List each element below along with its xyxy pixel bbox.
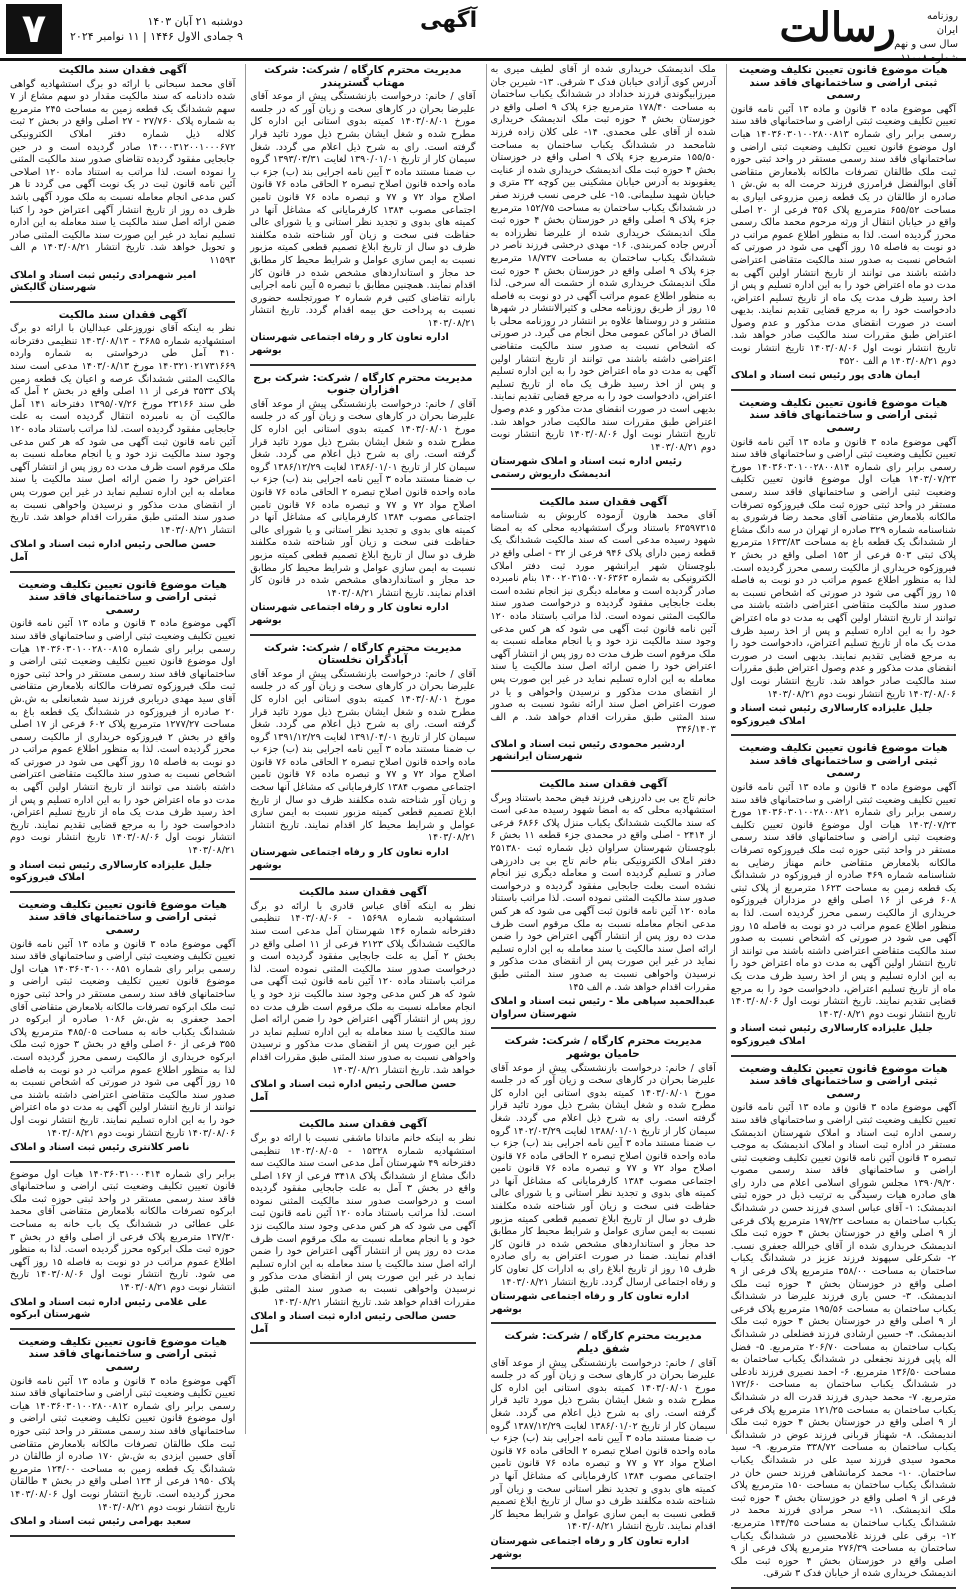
classified-ad [731,397,956,736]
classified-ad [491,778,716,1029]
classified-ad [250,886,475,1112]
ad-title: مدیریت محترم کارگاه / شرکت: شرکت مهتاب گسترپندر [264,64,462,89]
ad-body: آگهی موضوع ماده ۳ قانون و ماده ۱۳ آئین نامه قانون تعیین تکلیف وضعیت ثبتی اراضی و ساختمانهای فاقد سند رسمی برابر رای شماره ۱۴۰۳۶۰۳۰۱۰۰۲۸۰۰۸۱۳ هیات اول موضوع قانون تعیین تکلیف وضعیت ثبتی اراضی و ساختمانهای فاقد سند رسمی مستقر در واحد ثبتی حوزه ثبت ملک طالقان تصرفات مالکانه بلامعارض متقاضی آقای ابوالفضل فرامرزی فرزند حرمت اله به ش.ش ۱ صادره از طالقان در یک قطعه زمین مزروعی ابیاری به مساحت ۶۵۵/۵۲ مترمربع پلاک ۳۵۶ فرعی از ۲۰ اصلی واقع در خیابان انتقال از ورثه مرحوم محمد مالک رسمی محرز گردیده است. لذا به منظور اطلاع عموم مراتب در دو نوبت به فاصله ۱۵ روز آگهی می شود در صورتی که اشخاص نسبت به صدور سند مالکیت متقاضی اعتراضی داشته باشند می توانند از تاریخ انتشار اولین آگهی به مدت دو ماه اعتراض خود را به این اداره تسلیم و پس از اخذ رسید ظرف مدت یک ماه از تاریخ تسلیم اعتراض، دادخواست خود را به مرجع قضایی تقدیم نمایند. بدیهی است در صورت انقضای مدت مذکور و عدم وصول اعتراض طبق مقررات سند مالکیت صادر خواهد شد. تاریخ انتشار نوبت اول ۱۴۰۳/۰۸/۰۶ تاریخ انتشار نوبت دوم ۱۴۰۳/۰۸/۲۱ م الف ۴۵۲۰ [730,103,957,367]
ad-signature: علی غلامی رئیس اداره ثبت اسناد و املاک شهرستان ابرکوه [10,1296,208,1321]
ad-columns [6,64,960,1580]
ad-body: آقای / خانم: درخواست بازنشستگی پیش از موعد آقای علیرضا بحران در کارهای سخت و زیان آور که در جلسه مورخ ۱۴۰۳/۰۸/۰۱ کمیته بدوی استانی این اداره کل مطرح شده و شغل ایشان بشرح ذیل مورد تائید قرار گرفته است. رای به شرح ذیل اعلام می گردد. شغل سیمان کار از تاریخ ۱۳۹۱/۰۴/۰۱ لغایت ۱۳۹۱/۱۲/۲۹ گروه ب ضمنا مستند ماده ۳ آیین نامه اجرایی بند (ب) جزء ب ماده واحده قانون اصلاح تبصره ۲ الحاقی ماده ۷۶ قانون اصلاح مواد ۷۲ و ۷۷ و تبصره ماده ۷۶ قانون تامین اجتماعی مصوب ۱۳۸۴ کارفرمایانی که مشاغل آنها سخت و زیان آور شناخته شده مکلفند ظرف دو سال از تاریخ ابلاغ تصمیم قطعی کمیته مزبور نسبت به ایمن سازی عوامل و شرایط محیط کار اقدام نمایند. تاریخ انتشار ۱۴۰۳/۰۸/۲۱ [250,668,476,844]
ad-signature: ایمان هادی پور رئیس ثبت اسناد و املاک [730,370,921,382]
ad-body: آگهی موضوع ماده ۳ قانون و ماده ۱۳ آئین نامه قانون تعیین تکلیف وضعیت ثبتی اراضی و ساختمانهای فاقد سند رسمی برابر رای شماره ۱۴۰۳۶۰۳۰۱۰۰۲۸۰۰۸۱۵ هیات اول موضوع قانون تعیین تکلیف وضعیت ثبتی اراضی و ساختمانهای فاقد سند رسمی مستقر در واحد ثبتی حوزه ثبت ملک فیروزکوه تصرفات مالکانه بلامعارض متقاضی آقای سید مهدی دریابری فرزند سید شعبانعلی به ش.ش ۲۰ صادره از فیروزکوه در ششدانگ یک قطعه باغ به مساحت ۱۲۷۷/۲۷ مترمربع پلاک ۶۰۲ فرعی از ۱۷ اصلی واقع در بخش ۲ فیروزکوه خریداری از مالکیت رسمی محرز گردیده است. لذا به منظور اطلاع عموم مراتب در دو نوبت به فاصله ۱۵ روز آگهی می شود در صورتی که اشخاص نسبت به صدور سند مالکیت متقاضی اعتراضی داشته باشند می توانند از تاریخ انتشار اولین آگهی به مدت دو ماه اعتراض خود را به این اداره تسلیم و پس از اخذ رسید ظرف مدت یک ماه از تاریخ تسلیم اعتراض، دادخواست خود را به مرجع قضایی تقدیم نمایند. تاریخ انتشار نوبت اول ۱۴۰۳/۰۸/۰۶ تاریخ انتشار نوبت دوم ۱۴۰۳/۰۸/۲۱ [10,618,236,857]
classified-ad [731,64,956,391]
ad-signature: عبدالحمید سپاهی ملا - رئیس ثبت اسناد و املاک شهرستان سراوان [490,996,716,1020]
ad-signature: امیر شهمرادی رئیس ثبت اسناد و املاک شهرستان گالیکش [10,269,197,294]
ad-signature: اردشیر محمودی رئیس ثبت اسناد و املاک شهرستان ایرانشهر [490,738,685,763]
classified-ad [10,64,235,303]
ad-title: آگهی فقدان سند مالکیت [539,495,668,508]
ad-body: آگهی موضوع ماده ۳ قانون و ماده ۱۳ آئین نامه قانون تعیین تکلیف وضعیت ثبتی اراضی و ساختمانهای فاقد سند رسمی اداره ثبت اسناد و املاک شهرستان اندیمشک مستقر در اداره ثبت اسناد و املاک اندیمشک به موجب تبصره ۳ قانون آئین نامه قانون تعیین تکلیف وضعیت ثبتی اراضی و ساختمانهای فاقد سند رسمی مصوب ۱۳۹۰/۹/۲۰ مجلس شورای اسلامی اعلام می دارد رای های صادره هیات رسیدگی به ترتیب ذیل در حوزه ثبتی اندیمشک: ۱- آقای عباس اسدی فرزند حسن در ششدانگ یکباب ساختمان به مساحت ۱۹۷/۲۲ مترمربع پلاک فرعی از ۹ اصلی واقع در خوزستان بخش ۴ حوزه ثبت ملک اندیمشک خریداری شده از آقای خیرالله جعفری نسب. ۲- شکرعلی سپهوند فرزند عزیز در ششدانگ یکباب ساختمان به مساحت ۳۵۸/۰۰ مترمربع پلاک فرعی از ۹ اصلی واقع در خوزستان بخش ۴ حوزه ثبت ملک اندیمشک. ۳- حسن یاری فرزند علیرضا در ششدانگ یکباب ساختمان به مساحت ۱۹۵/۵۶ مترمربع پلاک فرعی از ۹ اصلی واقع در خوزستان بخش ۴ حوزه ثبت ملک اندیمشک. ۴- حسین ارشادی فرزند فضلعلی در ششدانگ یکباب ساختمان به مساحت ۲۰۶/۷۰ مترمربع. ۵- فضل اله پاپی فرزند نجفعلی در ششدانگ یکباب ساختمان به مساحت ۱۳۶/۵۰ مترمربع. ۶- احمد نصیری فرزند نادعلی در ششدانگ یکباب ساختمان به مساحت ۱۷۲/۶۰ مترمربع. ۷- محمد حیدری فرزند قدرت اله در ششدانگ یکباب ساختمان به مساحت ۱۲۱/۲۵ مترمربع پلاک فرعی از ۹ اصلی واقع در خوزستان بخش ۴ حوزه ثبت ملک اندیمشک. ۸- شهناز قربانی فرزند عوض در ششدانگ یکباب ساختمان به مساحت ۳۳۸/۷۲ مترمربع. ۹- سید محمود سیدی فرزند سید علی در ششدانگ یکباب ساختمان. ۱۰- محمد کرمانشاهی فرزند حسن خان در ششدانگ یکباب ساختمان به مساحت ۱۵۰ مترمربع پلاک فرعی از ۹ اصلی واقع در خوزستان بخش ۴ حوزه ثبت ملک اندیمشک. ۱۱- سحر مرادی فرزند محمد در ششدانگ یکباب ساختمان به مساحت ۱۴۴/۴۵ مترمربع. ۱۲- برقی علی فرزند غلامحسین در ششدانگ یکباب ساختمان به مساحت ۲۷۶/۳۹ مترمربع پلاک فرعی از ۹ اصلی واقع در خوزستان بخش ۴ حوزه ثبت ملک اندیمشک خریداری شده از خیابان فدک ۳ شرقی. [730,1102,957,1580]
section-title: آگهی [420,8,478,33]
classified-ad [491,496,716,772]
classified-ad [731,742,956,1056]
issue-year: سال سی و نهم [894,39,958,50]
ad-body: آگهی موضوع ماده ۳ قانون و ماده ۱۳ آئین نامه قانون تعیین تکلیف وضعیت ثبتی اراضی و ساختمانهای فاقد سند رسمی برابر رای شماره ۱۴۰۳۶۰۳۰۱۰۰۰۸۵۱ هیات اول موضوع قانون تعیین تکلیف وضعیت ثبتی اراضی و ساختمانهای فاقد سند رسمی مستقر در واحد ثبتی حوزه ثبت ملک ابرکوه تصرفات مالکانه بلامعارض متقاضی آقای احمد جعفری به ش.ش ۱۰۸۶ صادره از ابرکوه در ششدانگ یکباب خانه به مساحت ۴۸۵/۰۵ مترمربع پلاک ۳۵۵ فرعی از ۶۰ اصلی واقع در بخش ۳ حوزه ثبت ملک ابرکوه خریداری از مالکیت رسمی محرز گردیده است. لذا به منظور اطلاع عموم مراتب در دو نوبت به فاصله ۱۵ روز آگهی می شود در صورتی که اشخاص نسبت به صدور سند مالکیت متقاضی اعتراضی داشته باشند می توانند از تاریخ انتشار اولین آگهی به مدت دو ماه اعتراض خود را به این اداره تسلیم نمایند. تاریخ انتشار نوبت اول ۱۴۰۳/۰۸/۰۶ تاریخ انتشار نوبت دوم ۱۴۰۳/۰۸/۲۱ [10,938,236,1139]
ad-body: آقای محمد سبحانی با ارائه دو برگ استشهادیه گواهی شده دادنامه که سند مالکیت مقدار دو سهم مشاع از ۷ سهم ششدانگ یک قطعه زمین به مساحت ۲۴۵ مترمربع به شماره پلاک ۲۷/۷۶۰ - ۲۷ اصلی واقع در بخش ۲ ثبت کلاله ذیل شماره دفتر املاک الکترونیکی ۱۴۰۰۰۳۱۲۰۰۱۰۰۰۶۷۲ صادر گردیده است و در حین جابجایی مفقود گردیده تقاضای صدور سند مالکیت المثنی را نموده است. لذا مراتب به استناد ماده ۱۲۰ اصلاحی آئین نامه قانون ثبت در یک نوبت آگهی می گردد تا هر کس مدعی انجام معامله نسبت به ملک مورد آگهی باشد ظرف ده روز از تاریخ انتشار آگهی اعتراض خود را کتبا ضمن ارائه اصل سند مالکیت یا سند معامله به این اداره تسلیم نماید در غیر این صورت سند مالکیت المثنی صادر و تحویل خواهد شد. تاریخ انتشار ۱۴۰۳/۰۸/۲۱ م الف ۱۱۵۹۳ [10,78,236,266]
ad-title: آگهی فقدان سند مالکیت [298,886,427,899]
issue-number: شماره ۱۱۰۰۸ [900,53,958,64]
ad-signature: جلیل علیزاده کارسالاری رئیس ثبت اسناد و املاک فیروزکوه [730,1023,933,1047]
ad-column-1 [726,64,960,1580]
page-number: ۷ [6,4,62,54]
date-persian: دوشنبه ۲۱ آبان ۱۴۰۳ [147,15,243,28]
ad-body: ملک اندیمشک خریداری شده از آقای لطیف میری به آدرس کوی آزادی خیابان فدک ۳ شرقی. ۱۳- شیرین جان میرزابیگوندی فرزند خداداد در ششدانگ یکباب ساختمان به مساحت ۱۷۸/۴۰ مترمربع جزء پلاک ۹ اصلی واقع در خوزستان بخش ۴ حوزه ثبت ملک اندیمشک خریداری شده از آقای علی محمدی. ۱۴- علی کلان زاده فرزند شامحمد در ششدانگ یکباب ساختمان به مساحت ۱۵۵/۵۰ مترمربع جزء پلاک ۹ اصلی واقع در خوزستان بخش ۴ حوزه ثبت ملک اندیمشک خریداری شده از عنایت یعقوبوند به آدرس خیابان مشکینی بین کوچه ۳۲ متری و خیابان شهید سلیمانی. ۱۵- علی خرمی نسب فرزند صفر در ششدانگ یکباب ساختمان به مساحت ۱۵۲/۷۵ مترمربع جزء پلاک ۹ اصلی واقع در خوزستان بخش ۴ حوزه ثبت ملک اندیمشک خریداری شده از علیرضا نظرزاده به آدرس جاده کمربندی. ۱۶- مهدی درخشی فرزند ناصر در ششدانگ یکباب ساختمان به مساحت ۱۸/۷۳۷ مترمربع جزء پلاک ۹ اصلی واقع در خوزستان بخش ۴ حوزه ثبت ملک اندیمشک خریداری شده از حشمت اله سرخی. لذا به منظور اطلاع عموم مراتب آگهی در دو نوبت به فاصله ۱۵ روز از طریق روزنامه محلی و کثیرالانتشار در شهرها منتشر و در روستاها علاوه بر انتشار در روزنامه محلی با الصاق در اماکن عمومی محل انجام می گیرد. در صورتی که اشخاص نسبت به صدور سند مالکیت متقاضی اعتراضی داشته باشند می توانند از تاریخ انتشار اولین آگهی به مدت دو ماه اعتراض خود را به این اداره تسلیم و پس از اخذ رسید ظرف یک ماه از تاریخ تسلیم اعتراض، دادخواست خود را به مرجع قضایی تقدیم نمایند. بدیهی است در صورت انقضای مدت مذکور و عدم وصول اعتراض طبق مقررات سند مالکیت صادر خواهد شد. تاریخ انتشار نوبت اول ۱۴۰۳/۰۸/۰۶ تاریخ انتشار نوبت دوم ۱۴۰۳/۰۸/۲۱ [490,64,716,453]
ad-title: آگهی فقدان سند مالکیت [58,64,187,76]
issue-date [70,14,243,44]
classified-ad [250,1118,475,1344]
ad-title: هیات موضوع قانون تعیین تکلیف وضعیت ثبتی اراضی و ساختمانهای فاقد سند رسمی [739,742,948,780]
ad-body: برابر رای شماره ۱۴۰۳۶۰۳۱۰۰۰۴۱۴ هیات اول موضوع قانون تعیین تکلیف وضعیت ثبتی اراضی و ساختمانهای فاقد سند رسمی مستقر در واحد ثبتی حوزه ثبت ملک ابرکوه تصرفات مالکانه بلامعارض متقاضی آقای محمد علی عطائی در ششدانگ یک باب خانه به مساحت ۱۳۷/۳۰ مترمربع پلاک فرعی از اصلی واقع در بخش ۳ حوزه ثبت ملک ابرکوه محرز گردیده است. لذا به منظور اطلاع عموم مراتب در دو نوبت به فاصله ۱۵ روز آگهی می شود. تاریخ انتشار نوبت اول ۱۴۰۳/۰۸/۰۶ تاریخ انتشار نوبت دوم ۱۴۰۳/۰۸/۲۱ [10,1168,236,1294]
ad-signature: جلیل علیزاده کارسالاری رئیس ثبت اسناد و املاک فیروزکوه [10,859,213,884]
classified-ad [10,899,235,1163]
classified-ad [731,1063,956,1589]
ad-title: مدیریت محترم کارگاه / شرکت: شرکت حامیان بوشهر [504,1035,702,1060]
ad-signature: اداره تعاون کار و رفاه اجتماعی شهرستان بوشهر [250,602,449,626]
classified-ad [250,372,475,636]
ad-body: آگهی موضوع ماده ۳ قانون و ماده ۱۳ آئین نامه قانون تعیین تکلیف وضعیت ثبتی اراضی و ساختمانهای فاقد سند رسمی برابر رای شماره ۱۴۰۳۶۰۳۰۱۰۰۲۸۰۰۸۱۴ مورخ ۱۴۰۳/۰۷/۲۳ هیات اول موضوع قانون تعیین تکلیف وضعیت ثبتی اراضی و ساختمانهای فاقد سند رسمی مستقر در واحد ثبتی حوزه ثبت ملک فیروزکوه تصرفات مالکانه بلامعارض متقاضی آقای محمد رضا فرشوری به شناسنامه شماره ۳۲۹ صادره از تهران در سه دانگ مشاع از ششدانگ یک قطعه باغ به مساحت ۱۶۳۳/۸۳ مترمربع پلاک ثبتی ۵۰۳ فرعی از ۱۵۳ اصلی واقع در بخش ۲ فیروزکوه خریداری از مالکیت رسمی محرز گردیده است. لذا به منظور اطلاع عموم مراتب در دو نوبت به فاصله ۱۵ روز آگهی می شود در صورتی که اشخاص نسبت به صدور سند مالکیت متقاضی اعتراضی داشته باشند می توانند از تاریخ انتشار اولین آگهی به مدت دو ماه اعتراض خود را به این اداره تسلیم و پس از اخذ رسید ظرف مدت یک ماه از تاریخ تسلیم اعتراض، دادخواست خود را به مرجع قضایی تقدیم نمایند. بدیهی است در صورت انقضای مدت مذکور و عدم وصول اعتراض طبق مقررات سند مالکیت صادر خواهد شد. تاریخ انتشار نوبت اول ۱۴۰۳/۰۸/۰۶ تاریخ انتشار نوبت دوم ۱۴۰۳/۰۸/۲۱ [730,436,957,700]
ad-body: آقای / خانم: درخواست بازنشستگی پیش از موعد آقای علیرضا بحران در کارهای سخت و زیان آور که در جلسه مورخ ۱۴۰۳/۰۸/۰۱ کمیته بدوی استانی این اداره کل مطرح شده و شغل ایشان بشرح ذیل مورد تائید قرار گرفته است. رای به شرح ذیل اعلام می گردد. شغل سیمان کار از تاریخ ۱۳۸۶/۰۱/۰۲ لغایت ۱۳۸۷/۱۲/۲۹ گروه ب ضمنا مستند ماده ۳ آیین نامه اجرایی بند (ب) جزء ب ماده واحده قانون اصلاح تبصره ۲ الحاقی ماده ۷۶ قانون اصلاح مواد ۷۲ و ۷۷ و تبصره ماده ۷۶ قانون تامین اجتماعی مصوب ۱۳۸۴ کارفرمایانی که مشاغل آنها در کمیته های بدوی و تجدید نظر استانی سخت و زیان آور شناخته شده مکلفند ظرف دو سال از تاریخ ابلاغ تصمیم قطعی نسبت به ایمن سازی عوامل و شرایط محیط کار اقدام نمایند. تاریخ انتشار ۱۴۰۳/۰۸/۲۱ [490,1357,716,1533]
masthead-line-1: روزنامه [926,11,958,22]
ad-column-3 [245,64,479,1434]
classified-ad [250,642,475,881]
ad-signature: حسن صالحی رئیس اداره ثبت اسناد و املاک آمل [250,1311,457,1335]
ad-body: آگهی موضوع ماده ۳ قانون و ماده ۱۳ آئین نامه قانون تعیین تکلیف وضعیت ثبتی اراضی و ساختمانهای فاقد سند رسمی برابر رای شماره ۱۴۰۳۶۰۳۰۱۰۰۲۸۰۰۸۱۲ هیات اول موضوع قانون تعیین تکلیف وضعیت ثبتی اراضی و ساختمانهای فاقد سند رسمی مستقر در واحد ثبتی حوزه ثبت ملک طالقان تصرفات مالکانه بلامعارض متقاضی آقای حسین ایزدی به ش.ش ۱۷۰ صادره از طالقان در ششدانگ یک قطعه زمین به مساحت ۱۲۴/۰۰ مترمربع پلاک ۱۹۵۰ فرعی از ۱۲۴ اصلی واقع در بخش ۴ طالقان محرز گردیده است. تاریخ انتشار نوبت اول ۱۴۰۳/۰۸/۰۶ تاریخ انتشار نوبت دوم ۱۴۰۳/۰۸/۲۱ [10,1375,236,1513]
ad-signature: حسن صالحی رئیس اداره ثبت اسناد و املاک آمل [250,1079,457,1103]
ad-title: مدیریت محترم کارگاه / شرکت: شرکت آبادگران نخلستان [264,641,462,667]
ad-body: خانم تاج بی بی دادرزهی فرزند فیض محمد باستناد وبرگ استشهادیه محلی که به امضا شهود رسیده مدعی است که سند مالکیت ششدانگ یکباب منزل پلاک ۶۸۶۶ فرعی از ۲۴۱۴ - اصلی واقع در محمدی جزء قطعه ۱۱ بخش ۶ بلوچستان شهرستان سراوان ذیل شماره ثبت ۲۵۱۳۸۰ دفتر املاک الکترونیکی بنام خانم تاج بی بی دادرزهی صادر و تسلیم گردیده است و معامله دیگری نیز انجام نشده است بعلت جابجایی مفقود گردیده و درخواست صدور سند مالکیت المثنی نموده است. لذا مراتب باستناد ماده ۱۲۰ آئین نامه قانون ثبت آگهی می شود که هر کس مدعی انجام معامله نسبت به ملک مرقوم است ظرف مدت ده روز پس از انتشار آگهی اعتراض خود را ضمن ارائه اصل سند مالکیت یا سند معامله به این اداره تسلیم نماید در غیر این صورت پس از انقضای مدت مذکور و نرسیدن واخواهی نسبت به صدور سند المثنی طبق مقررات اقدام خواهد شد. م الف ۱۴۵ [490,792,716,993]
ad-title: مدیریت محترم کارگاه / شرکت: شرکت برج افزاران جنوب [253,371,473,397]
ad-body: آگهی موضوع ماده ۳ قانون و ماده ۱۳ آئین نامه قانون تعیین تکلیف وضعیت ثبتی اراضی و ساختمانهای فاقد سند رسمی برابر رای شماره ۱۴۰۳۶۰۳۰۱۰۰۲۸۰۰۸۲۱ مورخ ۱۴۰۳/۰۷/۲۳ هیات اول موضوع قانون تعیین تکلیف وضعیت ثبتی اراضی و ساختمانهای فاقد سند رسمی مستقر در واحد ثبتی حوزه ثبت ملک فیروزکوه تصرفات مالکانه بلامعارض متقاضی خانم مهناز رضایی به شناسنامه شماره ۴۶۹ صادره از فیروزکوه در ششدانگ یک قطعه زمین به مساحت ۱۶۲۳ مترمربع از پلاک ثبتی ۶۰۸ فرعی از ۱۶ اصلی واقع در مزداران فیروزکوه خریداری از مالکیت رسمی محرز گردیده است. لذا به منظور اطلاع عموم مراتب در دو نوبت به فاصله ۱۵ روز آگهی می شود در صورتی که اشخاص نسبت به صدور سند مالکیت متقاضی اعتراضی داشته باشند می توانند از تاریخ انتشار اولین آگهی به مدت دو ماه اعتراض خود را به این اداره تسلیم و پس از اخذ رسید ظرف مدت یک ماه از تاریخ تسلیم اعتراض، دادخواست خود را به مرجع قضایی تقدیم نمایند. تاریخ انتشار نوبت اول ۱۴۰۳/۰۸/۰۶ تاریخ انتشار نوبت دوم ۱۴۰۳/۰۸/۲۱ [730,782,957,1020]
ad-body: آقای / خانم: درخواست بازنشستگی پیش از موعد آقای علیرضا بحران در کارهای سخت و زیان آور که در جلسه مورخ ۱۴۰۳/۰۸/۰۱ کمیته بدوی استانی این اداره کل مطرح شده و شغل ایشان بشرح ذیل مورد تائید قرار گرفته است. رای به شرح ذیل اعلام می گردد. شغل سیمان کار از تاریخ ۱۳۹۰/۰۱/۰۱ لغایت ۱۳۹۳/۰۳/۳۱ گروه ب ضمنا مستند ماده ۳ آیین نامه اجرایی بند (ب) جزء ب ماده واحده قانون اصلاح تبصره ۲ الحاقی ماده ۷۶ قانون اصلاح مواد ۷۲ و ۷۷ و تبصره ماده ۷۶ قانون تامین اجتماعی مصوب ۱۳۸۴ کارفرمایانی که مشاغل آنها در کمیته های بدوی و تجدید نظر استانی و یا شورای عالی حفاظت فنی سخت و زیان آور شناخته شده مکلفند ظرف دو سال از تاریخ ابلاغ تصمیم قطعی کمیته مزبور نسبت به ایمن سازی عوامل و شرایط محیط کار مطابق حد مجاز و استانداردهای مشخص شده در قانون کار اقدام نمایند. همچنین مطابق با تبصره ۵ آیین نامه اجرایی بارانه تقاضای کتبی فرم شماره ۲ صورتجلسه حضوری نسبت به پرداخت حق بیمه اقدام گردد. تاریخ انتشار ۱۴۰۳/۰۸/۲۱ [250,91,476,329]
ad-body: آقای / خانم: درخواست بازنشستگی پیش از موعد آقای علیرضا بحران در کارهای سخت و زیان آور که در جلسه مورخ ۱۴۰۳/۰۸/۰۱ کمیته بدوی استانی این اداره کل مطرح شده و شغل ایشان بشرح ذیل مورد تائید قرار گرفته است. رای به شرح ذیل اعلام می گردد. شغل سیمان کار از تاریخ ۱۳۸۸/۰۱/۰۱ لغایت ۱۴۰۲/۰۳/۲۹ گروه ب ضمنا مستند ماده ۳ آیین نامه اجرایی بند (ب) جزء ب ماده واحده قانون اصلاح تبصره ۲ الحاقی ماده ۷۶ قانون اصلاح مواد ۷۲ و ۷۷ و تبصره ماده ۷۶ قانون تامین اجتماعی مصوب ۱۳۸۴ کارفرمایانی که مشاغل آنها در کمیته های بدوی و تجدید نظر استانی و یا شورای عالی حفاظت فنی سخت و زیان آور شناخته شده مکلفند ظرف دو سال از تاریخ ابلاغ تصمیم قطعی کمیته مزبور نسبت به ایمن سازی عوامل و شرایط محیط کار مطابق حد مجاز و استانداردهای مشخص شده در قانون کار اقدام نمایند. ضمنا در صورت اعتراض به رای صادره ظرف ۱۵ روز از تاریخ ابلاغ رای به ادارات کل تعاون کار و رفاه اجتماعی ارسال گردد. تاریخ انتشار ۱۴۰۳/۰۸/۲۱ [490,1062,716,1288]
ad-signature: اداره تعاون کار و رفاه اجتماعی شهرستان بوشهر [250,332,449,357]
masthead-label [894,10,958,66]
ad-title: هیات موضوع قانون تعیین تکلیف وضعیت ثبتی اراضی و ساختمانهای فاقد سند رسمی [739,396,948,435]
classified-ad [491,1035,716,1324]
classified-ad [491,64,716,490]
classified-ad [10,1336,235,1537]
ad-title: مدیریت محترم کارگاه / شرکت: شرکت شفق دیلم [504,1330,702,1355]
ad-column-4 [6,64,239,1528]
classified-ad [10,579,235,893]
ad-title: هیات موضوع قانون تعیین تکلیف وضعیت ثبتی اراضی و ساختمانهای فاقد سند رسمی [18,1335,227,1373]
ad-signature: اداره تعاون کار و رفاه اجتماعی شهرستان بوشهر [490,1291,690,1315]
ad-title: هیات موضوع قانون تعیین تکلیف وضعیت ثبتی اراضی و ساختمانهای فاقد سند رسمی [739,64,948,102]
classified-ad [250,64,475,366]
ad-title: هیات موضوع قانون تعیین تکلیف وضعیت ثبتی اراضی و ساختمانهای فاقد سند رسمی [739,1062,948,1100]
date-hijri-gregorian: ۹ جمادی الاول ۱۴۴۶ | ۱۱ نوامبر ۲۰۲۴ [70,30,243,43]
ad-signature: اداره تعاون کار و رفاه اجتماعی شهرستان بوشهر [250,847,449,871]
ad-title: آگهی فقدان سند مالکیت [58,308,187,321]
ad-signature: رئیس اداره ثبت اسناد و املاک شهرستان اندیمشک داریوش رستمی [490,456,682,480]
ad-title: آگهی فقدان سند مالکیت [298,1118,427,1131]
classified-ad [491,1330,716,1569]
ad-body: آقای محمد هارون آزموده کاربوش به شناسنامه ۶۳۵۹۷۳۱۵ باستناد وبرگ استشهادیه محلی که به امضا شهود رسیده مدعی است که سند مالکیت ششدانگ یک قطعه زمین دارای پلاک ۹۴۶ فرعی از ۳۲ - اصلی واقع در بلوچستان شهر ایرانشهر مورد ثبت دفتر املاک الکترونیکی به شماره ۱۴۰۰۲۰۳۱۵۰۰۷۰۶۳۶۳ بنام نامبرده صادر گردیده است و معامله دیگری نیز انجام نشده است بعلت جابجایی مفقود گردیده و درخواست صدور سند مالکیت المثنی نموده است. لذا مراتب باستناد ماده ۱۲۰ آئین نامه قانون ثبت آگهی می شود که هر کس مدعی وجود سند مالکیت نزد خود و یا انجام معامله نسبت به ملک مرقوم است ظرف مدت ده روز پس از انتشار آگهی اعتراض خود را ضمن ارائه اصل سند مالکیت یا سند معامله به این اداره تسلیم نماید در غیر این صورت پس از انقضای مدت مذکور و نرسیدن واخواهی و یا در صورت اعتراض اصل سند ارائه نشود نسبت به صدور سند المثنی طبق مقررات اقدام خواهد شد. م الف ۳۴۶/۱۴۰۳ [490,510,716,736]
masthead [0,0,966,64]
ad-title: هیات موضوع قانون تعیین تکلیف وضعیت ثبتی اراضی و ساختمانهای فاقد سند رسمی [18,578,227,616]
ad-body: نظر به اینکه خانم ماندانا ماشفی نسبت با ارائه دو برگ استشهادیه شماره ۱۵۳۲۸ - ۱۴۰۳/۰۸/۰۵ تنظیمی دفترخانه ۴۹ شهرستان آمل مدعی است سند مالکیت سه دانگ مشاع از ششدانگ پلاک ۳۴۱۸ فرعی از ۱۶۷ اصلی واقع در بخش ۳ آمل به علت جابجایی مفقود گردیده است و درخواست صدور سند مالکیت المثنی نموده است. لذا مراتب باستناد ماده ۱۲۰ آئین نامه قانون ثبت آگهی می شود که هر کس مدعی وجود سند مالکیت نزد خود و یا انجام معامله نسبت به ملک مرقوم است ظرف مدت ده روز پس از انتشار آگهی اعتراض خود را ضمن ارائه اصل سند مالکیت یا سند معامله به این اداره تسلیم نماید در غیر این صورت پس از انقضای مدت مذکور و نرسیدن واخواهی نسبت به صدور سند المثنی طبق مقررات اقدام خواهد شد. تاریخ انتشار ۱۴۰۳/۰۸/۲۱ [250,1132,476,1308]
classified-ad [10,309,235,573]
classified-ad [10,1169,235,1330]
ad-column-2 [486,64,720,1560]
ad-body: آقای / خانم: درخواست بازنشستگی پیش از موعد آقای علیرضا بحران در کارهای سخت و زیان آور که در جلسه مورخ ۱۴۰۳/۰۸/۰۱ کمیته بدوی استانی این اداره کل مطرح شده و شغل ایشان بشرح ذیل مورد تائید قرار گرفته است. رای به شرح ذیل اعلام می گردد. شغل سیمان کار از تاریخ ۱۳۸۶/۰۱/۰۱ لغایت ۱۳۸۶/۱۲/۲۹ گروه ب ضمنا مستند ماده ۳ آیین نامه اجرایی بند (ب) جزء ب ماده واحده قانون اصلاح تبصره ۲ الحاقی ماده ۷۶ قانون اصلاح مواد ۷۲ و ۷۷ و تبصره ماده ۷۶ قانون تامین اجتماعی مصوب ۱۳۸۴ کارفرمایانی که مشاغل آنها در کمیته های بدوی و تجدید نظر استانی و یا شورای عالی حفاظت فنی سخت و زیان آور شناخته شده مکلفند ظرف دو سال از تاریخ ابلاغ تصمیم قطعی کمیته مزبور نسبت به ایمن سازی عوامل و شرایط محیط کار مطابق حد مجاز و استانداردهای مشخص شده در قانون کار اقدام نمایند. تاریخ انتشار ۱۴۰۳/۰۸/۲۱ [250,398,476,599]
ad-signature: جلیل علیزاده کارسالاری رئیس ثبت اسناد و املاک فیروزکوه [730,703,933,727]
ad-title: هیات موضوع قانون تعیین تکلیف وضعیت ثبتی اراضی و ساختمانهای فاقد سند رسمی [18,898,227,936]
ad-title: آگهی فقدان سند مالکیت [539,778,668,791]
ad-body: نظر به اینکه آقای نوروزعلی عبدالیان با ارائه دو برگ استشهادیه شماره ۳۶۸۵ - ۱۴۰۳/۰۸/۱۳ تنظیمی دفترخانه ۴۱۰ آمل طی درخواستی به شماره وارده ۱۴۰۳۲۱۰۲۱۷۳۱۶۶۹ مورخ ۱۴۰۳/۰۸/۱۳ مدعی است سند مالکیت المثنی ششدانگ عرصه و اعیان یک قطعه زمین پلاک ۳۵۳۳ فرعی از ۱۱ اصلی واقع در بخش ۲ آمل که طی سند ۲۳۱۶۶ مورخ ۱۳۹۵/۰۷/۲۶ دفترخانه ۱۴۱ آمل مالکیت آن به نامبرده انتقال گردیده است به علت جابجایی مفقود گردیده است. لذا مراتب باستناد ماده ۱۲۰ آئین نامه قانون ثبت آگهی می شود که هر کس مدعی وجود سند مالکیت نزد خود و یا انجام معامله نسبت به ملک مرقوم است ظرف مدت ده روز پس از انتشار آگهی اعتراض خود را ضمن ارائه اصل سند مالکیت یا سند معامله به این اداره تسلیم نماید در غیر این صورت پس از انقضای مدت مذکور و نرسیدن واخواهی نسبت به صدور سند المثنی طبق مقررات اقدام خواهد شد. تاریخ انتشار ۱۴۰۳/۰۸/۲۱ [10,323,236,536]
masthead-line-2: ایران [936,25,958,36]
newspaper-logo: رسالت [779,4,896,51]
ad-signature: سعید بهرامی رئیس ثبت اسناد و املاک [10,1516,191,1528]
ad-signature: ناصر کلانتری رئیس ثبت اسناد و املاک [10,1142,190,1154]
ad-signature: حسن صالحی رئیس اداره ثبت اسناد و املاک آمل [10,539,217,563]
ad-body: نظر به اینکه آقای عباس قادری با ارائه دو برگ استشهادیه شماره ۱۵۶۹۸ - ۱۴۰۳/۰۸/۰۶ تنظیمی دفترخانه شماره ۱۴۶ شهرستان آمل مدعی است سند مالکیت ششدانگ پلاک ۲۱۲۳ فرعی از ۱۱ اصلی واقع در بخش ۲ آمل به علت جابجایی مفقود گردیده است و درخواست صدور سند مالکیت المثنی نموده است. لذا مراتب باستناد ماده ۱۲۰ آئین نامه قانون ثبت آگهی می شود که هر کس مدعی وجود سند مالکیت نزد خود و یا انجام معامله نسبت به ملک مرقوم است ظرف مدت ده روز پس از انتشار آگهی اعتراض خود را ضمن ارائه اصل سند مالکیت یا سند معامله به این اداره تسلیم نماید در غیر این صورت پس از انقضای مدت مذکور و نرسیدن واخواهی نسبت به صدور سند المثنی طبق مقررات اقدام خواهد شد. تاریخ انتشار ۱۴۰۳/۰۸/۲۱ [250,900,476,1076]
ad-signature: اداره تعاون کار و رفاه اجتماعی شهرستان بوشهر [490,1535,690,1560]
